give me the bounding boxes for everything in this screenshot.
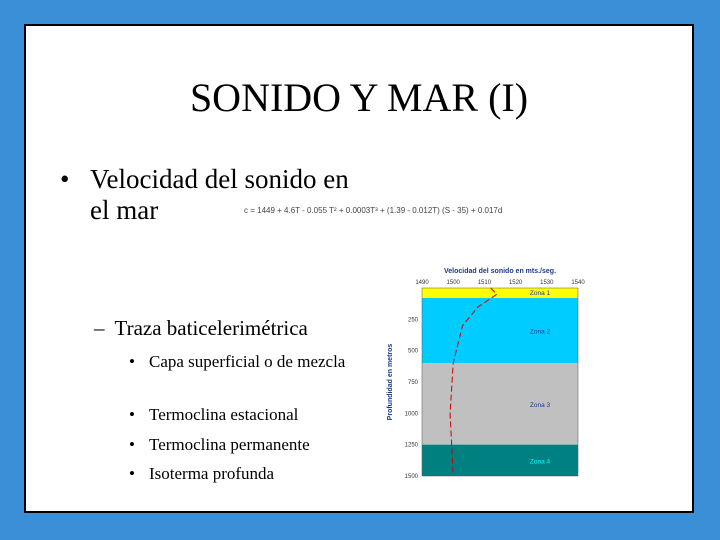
bullet-dot: • [129, 435, 135, 454]
y-tick-label: 1000 [404, 411, 418, 418]
bullet-dot: • [129, 464, 135, 483]
y-axis-label: Profundidad en metros [387, 343, 394, 421]
y-tick-label: 500 [407, 348, 418, 355]
zone-label: Zona 4 [529, 458, 551, 466]
x-tick-label: 1500 [446, 280, 460, 286]
y-tick-label: 750 [407, 380, 418, 386]
bullet-dot: • [60, 164, 70, 194]
sub-bullet-0 [129, 351, 346, 395]
sub-bullet-text: Capa superficial o de mezcla [149, 352, 346, 371]
x-tick-label: 1510 [477, 280, 492, 286]
dash: – [94, 316, 105, 340]
zone-label: Zona 1 [529, 290, 551, 298]
x-tick-label: 1520 [508, 280, 523, 286]
zone-band-2 [422, 298, 578, 363]
zone-band-1 [422, 288, 578, 298]
bullet-text: Traza baticelerimétrica [114, 316, 308, 340]
y-tick-label: 1250 [404, 442, 418, 449]
zone-band-3 [422, 363, 578, 444]
zone-label: Zona 2 [529, 328, 551, 336]
slide-title: SONIDO Y MAR (I) [189, 75, 529, 120]
sub-bullet-text: Isoterma profunda [149, 464, 275, 483]
bullet-text: Velocidad del sonido en el mar [90, 164, 349, 225]
zone-band-4 [422, 445, 578, 476]
sound-velocity-chart [378, 262, 588, 484]
slide [24, 24, 694, 513]
chart-title: Velocidad del sonido en mts./seg. [443, 268, 557, 275]
x-tick-label: 1530 [540, 280, 554, 286]
zone-label: Zona 3 [529, 401, 551, 409]
sound-speed-formula: c = 1449 + 4.6T - 0.055 T² + 0.0003T³ + (1.39 - 0.012T) (S - 35) + 0.017d [244, 206, 503, 215]
bullet-dot: • [129, 405, 135, 424]
sub-bullet-text: Termoclina estacional [149, 405, 299, 424]
x-tick-label: 1490 [415, 280, 429, 286]
sub-bullet-text: Termoclina permanente [149, 435, 310, 454]
y-tick-label: 250 [407, 317, 418, 324]
x-tick-label: 1540 [571, 280, 585, 286]
bullet-dot: • [129, 352, 135, 371]
y-tick-label: 1500 [404, 474, 418, 480]
bullet-trace [94, 316, 308, 341]
